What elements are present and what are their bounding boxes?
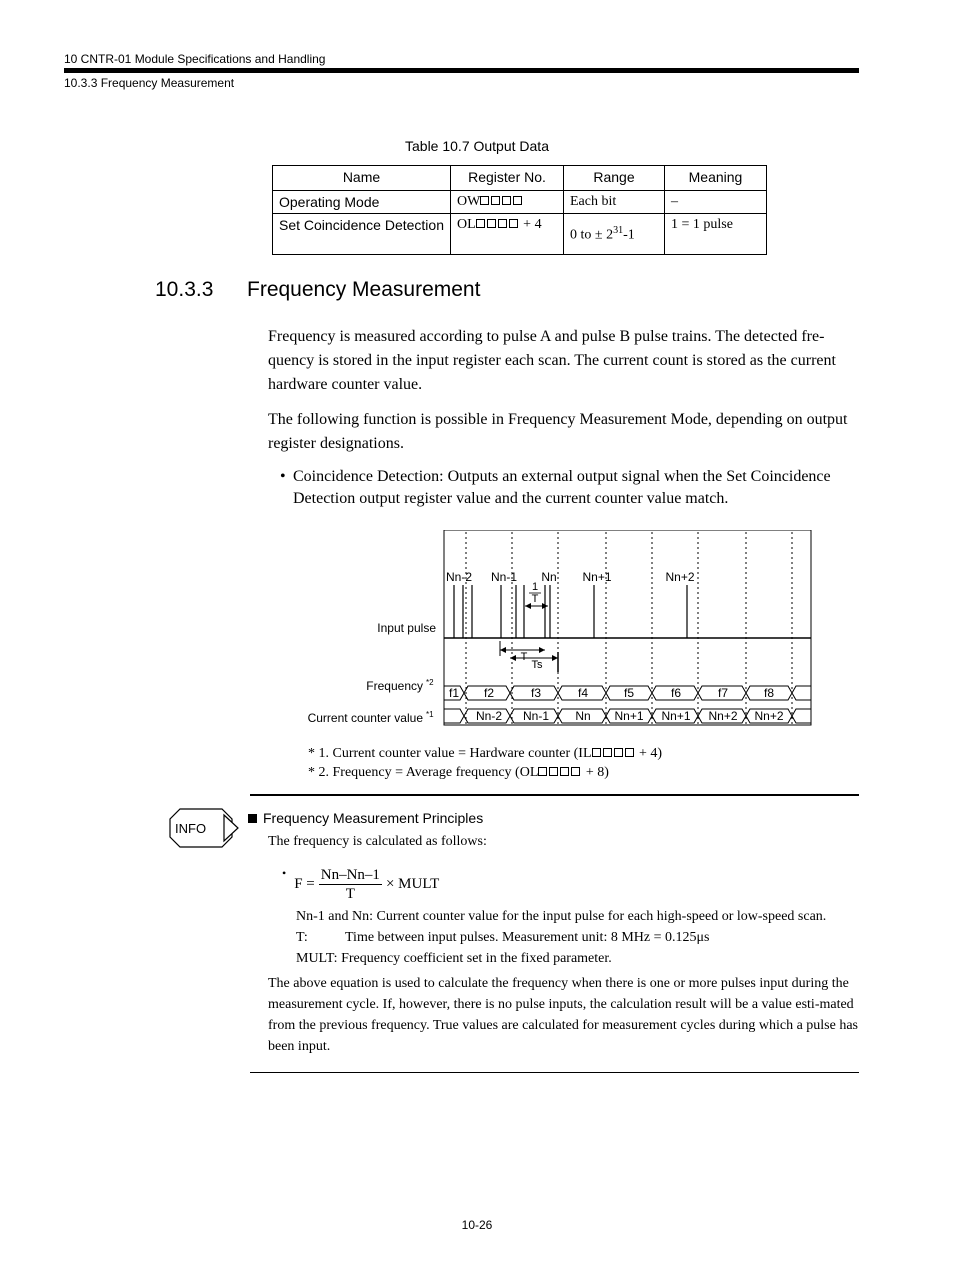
- running-header-section: 10.3.3 Frequency Measurement: [64, 76, 235, 90]
- info-icon: [168, 806, 244, 850]
- footnote-2: [308, 765, 609, 781]
- table-cell-range: Each bit: [564, 191, 665, 214]
- range-exponent: 31: [613, 224, 624, 236]
- pulse-label: Nn-1: [490, 570, 518, 584]
- pulse-label: Nn: [541, 570, 557, 584]
- interval-label-t: T: [520, 651, 528, 663]
- section-number: 10.3.3: [155, 278, 214, 301]
- principles-title-text: Frequency Measurement Principles: [263, 810, 484, 826]
- frequency-cell: f4: [577, 686, 589, 700]
- output-data-table: [272, 165, 767, 255]
- counter-cell: Nn+1: [614, 709, 644, 723]
- frequency-cell: f3: [530, 686, 542, 700]
- interval-label-one: 1: [531, 581, 539, 593]
- running-header-chapter: 10 CNTR-01 Module Specifications and Handling: [64, 52, 326, 66]
- table-cell-range: [564, 214, 665, 255]
- frequency-cell: f6: [670, 686, 682, 700]
- row-label-frequency: Frequency: [366, 679, 423, 693]
- table-cell-register: [451, 214, 564, 255]
- section-heading: [155, 278, 480, 302]
- formula-lhs: F =: [294, 875, 315, 892]
- bullet-coincidence: [280, 466, 855, 510]
- pulse-label: Nn-2: [445, 570, 473, 584]
- interval-label-ts: Ts: [531, 659, 543, 671]
- counter-cell: Nn-2: [475, 709, 503, 723]
- interval-label-t-small: T: [531, 593, 539, 605]
- frequency-formula: [282, 866, 439, 903]
- table-row: [273, 214, 767, 255]
- square-bullet-icon: [248, 814, 257, 823]
- table-header-cell: Meaning: [665, 166, 767, 191]
- frequency-cell: f5: [623, 686, 635, 700]
- counter-cell: Nn-1: [522, 709, 550, 723]
- counter-cell: Nn+1: [661, 709, 691, 723]
- principles-closing-paragraph: The above equation is used to calculate the frequency when there is one or more pulses input during the measurement cycle. If, however, there is no pulse inputs, the calculation result will be a value esti-mated from the previous frequency. True values are calculated for measurement cycles during which a pulse has been input.: [268, 976, 858, 1054]
- register-prefix: OL: [457, 217, 476, 232]
- section-title: Frequency Measurement: [247, 278, 481, 301]
- table-header-cell: Range: [564, 166, 665, 191]
- bullet-dot: •: [282, 866, 287, 880]
- table-cell-register: [451, 191, 564, 214]
- range-text: 0 to ± 2: [570, 227, 614, 243]
- table-cell-name: Operating Mode: [273, 191, 451, 214]
- header-rule: [64, 68, 859, 73]
- table-cell-name: Set Coincidence Detection: [273, 214, 451, 255]
- frequency-cell: f2: [483, 686, 495, 700]
- definition-text: Time between input pulses. Measurement unit: 8 MHz = 0.125μs: [345, 930, 710, 945]
- footnote-text: + 8): [582, 765, 609, 780]
- definition-t: [296, 930, 710, 946]
- footnote-text: * 1. Current counter value = Hardware counter (IL: [308, 746, 592, 761]
- frequency-cell: f1: [448, 686, 460, 700]
- bullet-dot: •: [280, 468, 286, 485]
- pulse-label: Nn+2: [665, 570, 695, 584]
- table-header-row: [273, 166, 767, 191]
- table-cell-meaning: –: [665, 191, 767, 214]
- formula-numerator: Nn–Nn–1: [320, 867, 380, 883]
- counter-cell: Nn+2: [754, 709, 784, 723]
- formula-fraction: [319, 866, 382, 903]
- pulse-label: Nn+1: [582, 570, 612, 584]
- frequency-cell: f7: [717, 686, 729, 700]
- table-caption: Table 10.7 Output Data: [405, 138, 549, 154]
- paragraph-intro: Frequency is measured according to pulse A and pulse B pulse trains. The detected fre-quency is stored in the input register each scan. The current count is stored as the current hardware counter value.: [268, 328, 836, 393]
- info-rule-top: [250, 794, 859, 796]
- register-suffix: + 4: [519, 217, 542, 232]
- range-tail: -1: [623, 227, 635, 243]
- timing-diagram: [280, 530, 820, 730]
- formula-rhs: × MULT: [385, 875, 440, 892]
- info-rule-bottom: [250, 1072, 859, 1073]
- principles-title: [248, 810, 483, 826]
- paragraph-function: The following function is possible in Frequency Measurement Mode, depending on output register designations.: [268, 411, 848, 452]
- page-number: 10-26: [461, 1218, 493, 1232]
- definition-term: T:: [296, 930, 308, 945]
- bullet-text: Coincidence Detection: Outputs an external output signal when the Set Coincidence Detection output register value and the current counter value match.: [293, 468, 831, 507]
- table-row: [273, 191, 767, 214]
- row-note-frequency: *2: [426, 678, 434, 687]
- footnote-text: * 2. Frequency = Average frequency (OL: [308, 765, 539, 780]
- frequency-cell: f8: [763, 686, 775, 700]
- register-prefix: OW: [457, 194, 481, 209]
- footnote-1: [308, 746, 662, 762]
- row-note-counter: *1: [426, 710, 434, 719]
- table-cell-meaning: 1 = 1 pulse: [665, 214, 767, 255]
- definition-nn: Nn-1 and Nn: Current counter value for the input pulse for each high-speed or low-speed scan.: [296, 909, 827, 924]
- row-label-counter: Current counter value: [307, 711, 423, 725]
- formula-denominator: T: [345, 886, 355, 902]
- table-header-cell: Name: [273, 166, 451, 191]
- table-header-cell: Register No.: [451, 166, 564, 191]
- counter-cell: Nn: [575, 709, 591, 723]
- definition-mult: MULT: Frequency coefficient set in the fixed parameter.: [296, 951, 612, 966]
- row-label-input-pulse: Input pulse: [377, 621, 436, 635]
- footnote-text: + 4): [635, 746, 663, 761]
- counter-cell: Nn+2: [708, 709, 738, 723]
- info-label: INFO: [175, 821, 207, 836]
- principles-intro: The frequency is calculated as follows:: [268, 834, 487, 849]
